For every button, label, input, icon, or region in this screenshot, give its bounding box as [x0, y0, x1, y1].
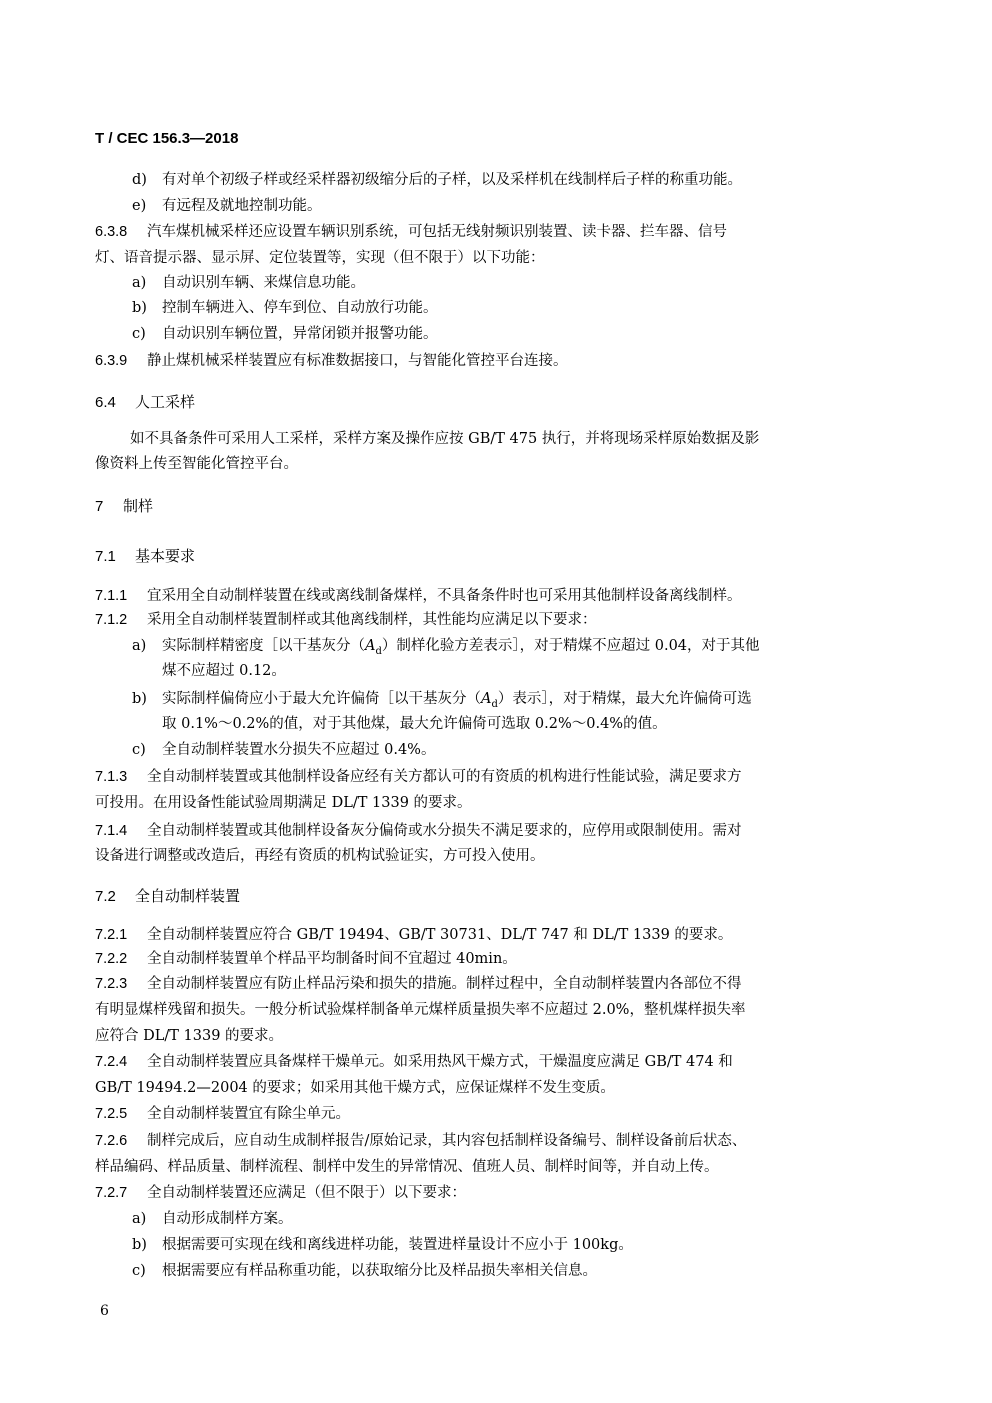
list-text: 自动识别车辆、来煤信息功能。 — [162, 275, 365, 291]
list-marker: c) — [132, 326, 146, 342]
section-heading-7 — [95, 496, 885, 517]
list-text: 根据需要可实现在线和离线进样功能，装置进样量设计不应小于 100kg。 — [162, 1237, 633, 1253]
list-item-b — [132, 689, 922, 715]
heading-number: 7.1 — [95, 548, 116, 565]
clause-number: 6.3.9 — [95, 353, 128, 369]
clause-7-1-4-cont: 设备进行调整或改造后，再经有资质的机构试验证实，方可投入使用。 — [95, 848, 545, 864]
list-item-a — [132, 636, 922, 662]
list-item-a — [132, 1209, 922, 1229]
clause-text: 全自动制样装置宜有除尘单元。 — [147, 1106, 350, 1122]
heading-number: 7.2 — [95, 888, 116, 905]
section-heading-7-2 — [95, 886, 885, 907]
list-item-a — [132, 273, 922, 293]
ash-symbol-subscript: d — [375, 645, 382, 657]
page-number: 6 — [100, 1303, 109, 1319]
list-item-a-cont: 煤不应超过 0.12。 — [162, 663, 286, 679]
paragraph-6-4-cont: 像资料上传至智能化管控平台。 — [95, 456, 298, 472]
list-text: 实际制样精密度［以干基灰分（ — [162, 638, 365, 654]
list-text: 根据需要应有样品称重功能，以获取缩分比及样品损失率相关信息。 — [162, 1263, 597, 1279]
clause-number: 7.1.1 — [95, 588, 128, 604]
list-item-c — [132, 1261, 922, 1281]
list-item-e — [132, 196, 922, 216]
clause-number: 7.1.4 — [95, 823, 128, 839]
list-item-d — [132, 170, 922, 190]
list-marker: b) — [132, 300, 147, 316]
list-item-b — [132, 1235, 922, 1255]
clause-6-3-8 — [95, 222, 885, 242]
section-heading-6-4 — [95, 392, 885, 413]
clause-7-2-3-cont2: 应符合 DL/T 1339 的要求。 — [95, 1028, 284, 1044]
clause-text: 全自动制样装置单个样品平均制备时间不宜超过 40min。 — [147, 951, 517, 967]
clause-text: 全自动制样装置应符合 GB/T 19494、GB/T 30731、DL/T 747 和 DL/T 1339 的要求。 — [147, 927, 733, 943]
clause-number: 7.2.5 — [95, 1106, 128, 1122]
list-item-c — [132, 740, 922, 760]
clause-7-2-2 — [95, 949, 885, 969]
list-marker: a) — [132, 275, 147, 291]
clause-7-2-7 — [95, 1183, 885, 1203]
list-marker: d) — [132, 172, 147, 188]
list-marker: e) — [132, 198, 147, 214]
list-text: 全自动制样装置水分损失不应超过 0.4%。 — [162, 742, 436, 758]
clause-text: 全自动制样装置应具备煤样干燥单元。如采用热风干燥方式，干燥温度应满足 GB/T 474 和 — [147, 1054, 733, 1070]
list-text: 控制车辆进入、停车到位、自动放行功能。 — [162, 300, 438, 316]
clause-number: 7.2.6 — [95, 1133, 128, 1149]
clause-text: 全自动制样装置应有防止样品污染和损失的措施。制样过程中，全自动制样装置内各部位不得 — [147, 976, 742, 992]
paragraph-6-4: 如不具备条件可采用人工采样，采样方案及操作应按 GB/T 475 执行，并将现场采样原始数据及影 — [130, 431, 760, 447]
clause-number: 7.2.7 — [95, 1185, 128, 1201]
clause-7-2-5 — [95, 1104, 885, 1124]
clause-text: 采用全自动制样装置制样或其他离线制样，其性能均应满足以下要求： — [147, 612, 597, 628]
clause-7-1-1 — [95, 586, 885, 606]
clause-text: 静止煤机械采样装置应有标准数据接口，与智能化管控平台连接。 — [147, 353, 568, 369]
list-text: 自动形成制样方案。 — [162, 1211, 293, 1227]
heading-text: 人工采样 — [135, 393, 196, 411]
clause-7-1-4 — [95, 821, 885, 841]
clause-text: 全自动制样装置或其他制样设备应经有关方都认可的有资质的机构进行性能试验，满足要求方 — [147, 769, 742, 785]
clause-text: 制样完成后，应自动生成制样报告/原始记录，其内容包括制样设备编号、制样设备前后状态、 — [147, 1133, 747, 1149]
clause-7-2-1 — [95, 925, 885, 945]
list-text: 自动识别车辆位置，异常闭锁并报警功能。 — [162, 326, 438, 342]
list-item-b — [132, 298, 922, 318]
list-text: ）表示］，对于精煤，最大允许偏倚可选 — [497, 691, 752, 707]
section-heading-7-1 — [95, 546, 885, 567]
list-text: 有远程及就地控制功能。 — [162, 198, 322, 214]
clause-number: 7.1.2 — [95, 612, 128, 628]
list-text: 实际制样偏倚应小于最大允许偏倚［以干基灰分（ — [162, 691, 481, 707]
clause-number: 7.2.3 — [95, 976, 128, 992]
clause-7-2-4-cont: GB/T 19494.2—2004 的要求；如采用其他干燥方式，应保证煤样不发生变质。 — [95, 1080, 615, 1096]
clause-6-3-9 — [95, 351, 885, 371]
ash-symbol-subscript: d — [491, 698, 498, 710]
clause-7-2-4 — [95, 1052, 885, 1072]
heading-text: 制样 — [123, 497, 154, 515]
clause-7-2-3 — [95, 974, 885, 994]
heading-number: 6.4 — [95, 394, 116, 411]
clause-7-2-6 — [95, 1131, 885, 1151]
clause-text: 宜采用全自动制样装置在线或离线制备煤样，不具备条件时也可采用其他制样设备离线制样。 — [147, 588, 742, 604]
clause-7-2-6-cont: 样品编码、样品质量、制样流程、制样中发生的异常情况、值班人员、制样时间等，并自动上传。 — [95, 1159, 719, 1175]
ash-symbol-letter: A — [481, 691, 492, 707]
ash-symbol — [365, 638, 382, 657]
list-text: 有对单个初级子样或经采样器初级缩分后的子样，以及采样机在线制样后子样的称重功能。 — [162, 172, 742, 188]
heading-text: 全自动制样装置 — [135, 887, 241, 905]
clause-7-1-3 — [95, 767, 885, 787]
heading-number: 7 — [95, 498, 104, 515]
list-marker: a) — [132, 638, 147, 654]
list-marker: a) — [132, 1211, 147, 1227]
ash-symbol-letter: A — [365, 638, 376, 654]
list-item-b-cont: 取 0.1%～0.2%的值，对于其他煤，最大允许偏倚可选取 0.2%～0.4%的值。 — [162, 716, 667, 732]
clause-7-1-2 — [95, 610, 885, 630]
list-marker: b) — [132, 691, 147, 707]
clause-7-1-3-cont: 可投用。在用设备性能试验周期满足 DL/T 1339 的要求。 — [95, 795, 472, 811]
list-marker: c) — [132, 1263, 146, 1279]
clause-6-3-8-cont: 灯、语音提示器、显示屏、定位装置等，实现（但不限于）以下功能： — [95, 250, 545, 266]
list-item-c — [132, 324, 922, 344]
clause-text: 全自动制样装置或其他制样设备灰分偏倚或水分损失不满足要求的，应停用或限制使用。需对 — [147, 823, 742, 839]
document-header: T / CEC 156.3—2018 — [95, 130, 239, 147]
clause-text: 汽车煤机械采样还应设置车辆识别系统，可包括无线射频识别装置、读卡器、拦车器、信号 — [147, 224, 727, 240]
clause-number: 7.1.3 — [95, 769, 128, 785]
clause-number: 7.2.2 — [95, 951, 128, 967]
list-text: ）制样化验方差表示］，对于精煤不应超过 0.04，对于其他 — [381, 638, 760, 654]
clause-text: 全自动制样装置还应满足（但不限于）以下要求： — [147, 1185, 466, 1201]
list-marker: c) — [132, 742, 146, 758]
clause-number: 6.3.8 — [95, 224, 128, 240]
ash-symbol — [481, 691, 498, 710]
list-marker: b) — [132, 1237, 147, 1253]
clause-7-2-3-cont: 有明显煤样残留和损失。一般分析试验煤样制备单元煤样质量损失率不应超过 2.0%，整机煤样损失率 — [95, 1002, 746, 1018]
clause-number: 7.2.4 — [95, 1054, 128, 1070]
clause-number: 7.2.1 — [95, 927, 128, 943]
heading-text: 基本要求 — [135, 547, 196, 565]
